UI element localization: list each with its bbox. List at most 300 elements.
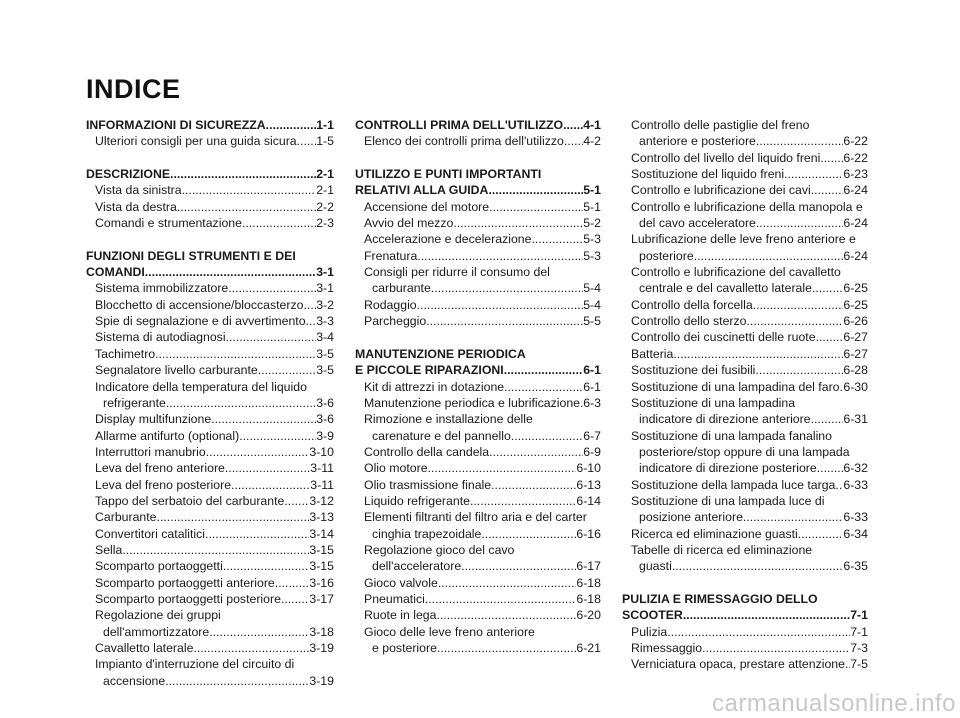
toc-page-number: 6-10	[576, 461, 601, 476]
toc-entry	[86, 460, 334, 476]
toc-entry-line	[622, 493, 868, 509]
toc-page-number: 3-19	[309, 673, 334, 688]
toc-entry	[355, 231, 601, 247]
toc-entry-title: posizione anteriore	[639, 510, 743, 525]
dot-leader	[817, 460, 844, 476]
toc-entry	[622, 624, 868, 640]
toc-entry	[622, 297, 868, 313]
toc-entry	[355, 199, 601, 215]
toc-column-3	[622, 117, 868, 673]
toc-page-number: 3-15	[309, 542, 334, 557]
toc-entry	[622, 166, 868, 182]
toc-section-heading	[622, 591, 868, 607]
toc-page-number: 3-11	[310, 461, 334, 476]
toc-entry-title: SCOOTER	[622, 608, 683, 623]
toc-entry	[86, 509, 334, 525]
toc-entry	[355, 280, 601, 296]
toc-entry	[622, 477, 868, 493]
dot-leader	[228, 280, 316, 296]
toc-entry-title: Sostituzione dei fusibili	[631, 363, 756, 378]
toc-entry-title: Pneumatici	[364, 591, 425, 606]
toc-entry-title: dell'ammortizzatore	[103, 624, 210, 639]
toc-page-number: 7-1	[850, 624, 868, 639]
dot-leader	[564, 133, 583, 149]
toc-entry	[622, 411, 868, 427]
toc-page-number: 3-14	[309, 526, 334, 541]
dot-leader	[511, 428, 583, 444]
toc-entry-title: Comandi e strumentazione	[95, 216, 242, 231]
toc-entry-title: RELATIVI ALLA GUIDA	[355, 183, 489, 198]
toc-entry	[622, 313, 868, 329]
toc-page-number: 3-17	[309, 591, 334, 606]
dot-leader	[756, 215, 843, 231]
toc-entry	[86, 133, 334, 149]
toc-page-number: 3-6	[316, 395, 334, 410]
toc-entry-title: carenature e del pannello	[372, 428, 511, 443]
toc-entry-title: Display multifunzione	[95, 412, 212, 427]
dot-leader	[672, 558, 844, 574]
dot-leader	[702, 640, 850, 656]
toc-page-number: 5-3	[583, 232, 601, 247]
toc-page-number: 1-5	[316, 134, 334, 149]
toc-entry-line	[86, 379, 334, 395]
toc-entry-title: Vista da destra	[95, 199, 177, 214]
toc-entry-title: Tachimetro	[95, 346, 156, 361]
toc-page-number: 6-24	[843, 248, 868, 263]
dot-leader	[284, 493, 309, 509]
toc-section-heading	[355, 166, 601, 182]
toc-entry-line	[622, 231, 868, 247]
toc-entry-title: Controllo del livello del liquido freni	[631, 150, 821, 165]
toc-section-entry	[355, 362, 601, 378]
toc-page-number: 6-23	[843, 167, 868, 182]
toc-entry-text: Sostituzione di una lampadina	[631, 395, 796, 410]
toc-entry	[622, 379, 868, 395]
toc-entry-title: Vista da sinistra	[95, 183, 182, 198]
toc-entry-title: Allarme antifurto (optional)	[95, 428, 240, 443]
toc-entry-title: cinghia trapezoidale	[372, 526, 482, 541]
toc-page-number: 3-15	[309, 559, 334, 574]
toc-page-number: 6-22	[843, 150, 868, 165]
toc-entry-title: Accensione del motore	[364, 199, 490, 214]
toc-entry-title: dell'acceleratore	[372, 559, 462, 574]
toc-entry-title: posteriore	[639, 248, 694, 263]
dot-leader	[694, 248, 844, 264]
toc-entry-title: Gioco valvole	[364, 575, 438, 590]
toc-entry	[622, 640, 868, 656]
toc-entry-title: Ulteriori consigli per una guida sicura	[95, 134, 297, 149]
toc-entry-title: Carburante	[95, 510, 157, 525]
toc-page-number: 5-1	[583, 199, 601, 214]
toc-entry-title: anteriore e posteriore	[639, 134, 756, 149]
toc-entry-title: Interruttori manubrio	[95, 444, 206, 459]
toc-entry	[622, 509, 868, 525]
toc-entry-text: Controllo e lubrificazione del cavalletto	[631, 265, 841, 280]
toc-entry-text: FUNZIONI DEGLI STRUMENTI E DEI	[86, 248, 296, 263]
dot-leader	[820, 150, 843, 166]
page-title: INDICE	[86, 74, 181, 104]
toc-entry	[622, 656, 868, 672]
toc-page-number: 6-14	[576, 493, 601, 508]
toc-section-entry	[86, 117, 334, 133]
toc-entry-title: E PICCOLE RIPARAZIONI	[355, 363, 504, 378]
toc-entry	[355, 591, 601, 607]
toc-entry-title: Avvio del mezzo	[364, 216, 454, 231]
toc-entry-title: Elenco dei controlli prima dell'utilizzo	[364, 134, 564, 149]
toc-page-number: 6-20	[576, 608, 601, 623]
toc-page-number: 6-1	[583, 379, 601, 394]
dot-leader	[431, 280, 583, 296]
toc-page-number: 6-34	[843, 526, 868, 541]
dot-leader	[436, 607, 576, 623]
toc-entry-title: Kit di attrezzi in dotazione	[364, 379, 505, 394]
toc-entry-line	[355, 542, 601, 558]
toc-entry-title: Tappo del serbatoio del carburante	[95, 493, 285, 508]
toc-entry	[86, 297, 334, 313]
dot-leader	[281, 591, 309, 607]
toc-page-number: 2-1	[316, 183, 334, 198]
toc-page-number: 6-17	[576, 559, 601, 574]
dot-leader	[242, 215, 316, 231]
toc-page-number: 3-19	[309, 641, 334, 655]
toc-page-number: 6-3	[583, 395, 601, 410]
toc-section-entry	[86, 264, 334, 280]
dot-leader	[225, 460, 310, 476]
toc-entry-title: Liquido refrigerante	[364, 493, 470, 508]
toc-section-heading	[86, 248, 334, 264]
toc-entry-title: Rodaggio	[364, 297, 417, 312]
dot-leader	[683, 607, 850, 623]
dot-leader	[157, 509, 310, 525]
dot-leader	[211, 411, 316, 427]
dot-leader	[756, 133, 843, 149]
toc-entry	[86, 411, 334, 427]
dot-leader	[747, 313, 844, 329]
dot-leader	[667, 624, 850, 640]
toc-entry	[355, 558, 601, 574]
toc-entry	[86, 673, 334, 689]
toc-page-number: 4-1	[583, 118, 601, 132]
toc-page-number: 1-1	[316, 118, 334, 132]
toc-entry-text: Impianto d'interruzione del circuito di	[95, 657, 295, 672]
toc-entry-title: Ruote in lega	[364, 608, 437, 623]
toc-page-number: 6-28	[843, 363, 868, 378]
dot-leader	[784, 166, 843, 182]
toc-entry-title: Verniciatura opaca, prestare attenzione	[631, 657, 845, 672]
toc-entry-title: Sostituzione di una lampadina del faro	[631, 379, 840, 394]
toc-page-number: 6-22	[843, 134, 868, 149]
dot-leader	[470, 493, 576, 509]
toc-page-number: 6-18	[576, 591, 601, 606]
toc-entry-title: refrigerante	[103, 395, 166, 410]
toc-section-entry	[355, 182, 601, 198]
dot-leader	[811, 411, 844, 427]
toc-page-number: 3-10	[309, 444, 334, 459]
toc-entry	[86, 526, 334, 542]
toc-page-number: 6-30	[843, 379, 868, 394]
toc-page-number: 2-1	[316, 167, 334, 182]
toc-entry-text: PULIZIA E RIMESSAGGIO DELLO	[622, 591, 818, 606]
toc-entry-title: Frenatura	[364, 248, 418, 263]
dot-leader	[753, 297, 844, 313]
dot-leader	[266, 117, 317, 133]
dot-leader	[306, 313, 317, 329]
toc-entry	[355, 444, 601, 460]
toc-entry	[86, 558, 334, 574]
dot-leader	[166, 395, 316, 411]
dot-leader	[425, 591, 577, 607]
toc-entry	[86, 215, 334, 231]
dot-leader	[798, 526, 844, 542]
toc-page-number: 3-11	[310, 477, 334, 492]
toc-entry	[355, 133, 601, 149]
toc-entry-title: centrale e del cavalletto laterale	[639, 281, 812, 296]
dot-leader	[835, 477, 843, 493]
toc-entry-title: COMANDI	[86, 265, 145, 280]
toc-entry-text: Rimozione e installazione delle	[364, 412, 533, 427]
toc-entry	[86, 591, 334, 607]
spacer	[86, 231, 334, 247]
dot-leader	[193, 640, 309, 656]
toc-entry-title: Accelerazione e decelerazione	[364, 232, 532, 247]
toc-entry-line	[86, 656, 334, 672]
toc-entry	[86, 280, 334, 296]
dot-leader	[489, 444, 583, 460]
toc-entry-title: Scomparto portaoggetti posteriore	[95, 591, 281, 606]
toc-entry	[622, 182, 868, 198]
toc-entry	[355, 215, 601, 231]
spacer	[355, 150, 601, 166]
dot-leader	[145, 264, 316, 280]
toc-page-number: 6-33	[843, 477, 868, 492]
dot-leader	[453, 215, 583, 231]
dot-leader	[491, 477, 576, 493]
toc-entry-title: Parcheggio	[364, 314, 427, 329]
toc-page-number: 6-13	[576, 477, 601, 492]
toc-entry	[622, 280, 868, 296]
toc-page-number: 6-21	[576, 641, 601, 655]
dot-leader	[303, 297, 316, 313]
toc-entry-title: CONTROLLI PRIMA DELL'UTILIZZO	[355, 118, 564, 132]
toc-entry-text: Consigli per ridurre il consumo del	[364, 265, 550, 280]
toc-page-number: 3-13	[309, 510, 334, 525]
dot-leader	[504, 379, 583, 395]
watermark: carmanualsonline.info	[712, 690, 956, 717]
toc-page-number: 6-32	[843, 461, 868, 476]
toc-entry	[86, 575, 334, 591]
toc-entry-title: Leva del freno posteriore	[95, 477, 232, 492]
toc-page-number: 3-5	[316, 363, 334, 378]
toc-entry-line	[355, 411, 601, 427]
dot-leader	[165, 673, 309, 689]
dot-leader	[170, 166, 316, 182]
toc-page-number: 6-24	[843, 183, 868, 198]
toc-entry-line	[622, 264, 868, 280]
toc-entry-line	[355, 624, 601, 640]
toc-entry-title: guasti	[639, 559, 672, 574]
toc-entry-text: MANUTENZIONE PERIODICA	[355, 346, 526, 361]
dot-leader	[811, 182, 844, 198]
toc-entry-line	[622, 542, 868, 558]
toc-entry	[622, 215, 868, 231]
toc-section-entry	[622, 607, 868, 623]
toc-section-entry	[86, 166, 334, 182]
toc-entry	[355, 248, 601, 264]
toc-entry	[86, 640, 334, 656]
toc-entry-title: DESCRIZIONE	[86, 167, 171, 182]
toc-page-number: 2-2	[316, 199, 334, 214]
dot-leader	[481, 526, 576, 542]
toc-entry-text: Lubrificazione delle leve freno anteriore e	[631, 232, 856, 247]
toc-page-number: 3-18	[309, 624, 334, 639]
toc-entry-title: Spie di segnalazione e di avvertimento	[95, 314, 306, 329]
dot-leader	[428, 460, 577, 476]
toc-column-1	[86, 117, 334, 689]
dot-leader	[563, 117, 583, 133]
toc-page-number: 5-5	[583, 314, 601, 329]
toc-page-number: 5-4	[583, 281, 601, 296]
toc-entry	[622, 526, 868, 542]
toc-page-number: 6-25	[843, 297, 868, 312]
toc-entry-title: Cavalletto laterale	[95, 641, 194, 655]
dot-leader	[438, 575, 577, 591]
toc-page-number: 7-3	[850, 641, 868, 655]
dot-leader	[812, 280, 843, 296]
toc-entry	[86, 477, 334, 493]
dot-leader	[426, 313, 583, 329]
toc-entry	[86, 329, 334, 345]
toc-page-number: 6-9	[583, 444, 601, 459]
dot-leader	[437, 640, 576, 656]
toc-page-number: 6-16	[576, 526, 601, 541]
toc-entry-text: Sostituzione di una lampada fanalino	[631, 428, 832, 443]
toc-page-number: 6-27	[843, 330, 868, 345]
toc-entry-title: del cavo acceleratore	[639, 216, 756, 231]
dot-leader	[155, 346, 316, 362]
toc-entry	[86, 428, 334, 444]
toc-entry-title: Scomparto portaoggetti	[95, 559, 223, 574]
dot-leader	[231, 477, 310, 493]
toc-entry-title: Sostituzione del liquido freni	[631, 167, 785, 182]
toc-page-number: 3-5	[316, 346, 334, 361]
toc-entry-title: indicatore di direzione posteriore	[639, 461, 817, 476]
toc-page-number: 5-2	[583, 216, 601, 231]
toc-page-number: 2-3	[316, 216, 334, 231]
dot-leader	[206, 444, 310, 460]
toc-entry-text: Elementi filtranti del filtro aria e del carter	[364, 510, 587, 525]
toc-entry-line	[355, 509, 601, 525]
toc-entry	[622, 362, 868, 378]
toc-entry-text: UTILIZZO E PUNTI IMPORTANTI	[355, 167, 542, 182]
toc-entry	[355, 395, 601, 411]
toc-entry-title: Controllo e lubrificazione dei cavi	[631, 183, 811, 198]
toc-entry	[86, 182, 334, 198]
toc-entry-title: Scomparto portaoggetti anteriore	[95, 575, 275, 590]
toc-entry-title: Ricerca ed eliminazione guasti	[631, 526, 798, 541]
toc-page-number: 3-6	[316, 412, 334, 427]
toc-page-number: 6-7	[583, 428, 601, 443]
toc-entry	[622, 558, 868, 574]
toc-entry	[86, 346, 334, 362]
toc-entry-title: Controllo dello sterzo	[631, 314, 747, 329]
dot-leader	[531, 231, 583, 247]
toc-entry-title: Leva del freno anteriore	[95, 461, 225, 476]
toc-entry	[622, 133, 868, 149]
toc-entry	[86, 362, 334, 378]
toc-entry-title: Rimessaggio	[631, 641, 703, 655]
dot-leader	[504, 362, 584, 378]
toc-page-number: 6-31	[843, 412, 868, 427]
dot-leader	[209, 624, 309, 640]
toc-entry	[355, 460, 601, 476]
toc-page-number: 3-2	[316, 297, 334, 312]
dot-leader	[417, 297, 584, 313]
dot-leader	[182, 182, 317, 198]
toc-entry-text: posteriore/stop oppure di una lampada	[639, 444, 850, 459]
toc-entry-title: Sistema immobilizzatore	[95, 281, 229, 296]
toc-page-number: 7-5	[850, 657, 868, 672]
toc-entry-title: accensione	[103, 673, 166, 688]
toc-entry-title: Segnalatore livello carburante	[95, 363, 258, 378]
dot-leader	[488, 182, 583, 198]
toc-entry-title: Pulizia	[631, 624, 668, 639]
dot-leader	[297, 133, 317, 149]
toc-entry-title: carburante	[372, 281, 431, 296]
toc-entry	[355, 575, 601, 591]
toc-entry	[355, 379, 601, 395]
toc-entry-title: Controllo dei cuscinetti delle ruote	[631, 330, 816, 345]
toc-entry-line	[355, 264, 601, 280]
toc-entry	[355, 428, 601, 444]
toc-entry-line	[622, 444, 868, 460]
toc-entry	[355, 297, 601, 313]
dot-leader	[177, 199, 316, 215]
toc-entry-title: Convertitori catalitici	[95, 526, 206, 541]
toc-entry-text: Sostituzione di una lampada luce di	[631, 493, 825, 508]
dot-leader	[417, 248, 583, 264]
toc-entry-title: Sistema di autodiagnosi	[95, 330, 226, 345]
toc-entry-text: Regolazione gioco del cavo	[364, 542, 515, 557]
toc-section-entry	[355, 117, 601, 133]
toc-page-number: 6-26	[843, 314, 868, 329]
toc-section-heading	[355, 346, 601, 362]
toc-entry-title: e posteriore	[372, 641, 437, 655]
spacer	[86, 150, 334, 166]
dot-leader	[816, 329, 844, 345]
toc-page-number: 3-1	[316, 265, 334, 280]
toc-page-number: 3-16	[309, 575, 334, 590]
toc-entry	[355, 607, 601, 623]
toc-entry	[86, 313, 334, 329]
toc-entry-text: Indicatore della temperatura del liquido	[95, 379, 307, 394]
dot-leader	[673, 346, 843, 362]
toc-page-number: 5-1	[583, 183, 601, 198]
toc-entry-title: Blocchetto di accensione/bloccasterzo	[95, 297, 304, 312]
toc-page-number: 5-4	[583, 297, 601, 312]
toc-entry-text: Regolazione dei gruppi	[95, 608, 221, 623]
toc-entry-title: Controllo della candela	[364, 444, 490, 459]
toc-entry-title: Olio motore	[364, 461, 428, 476]
toc-page-number: 6-25	[843, 281, 868, 296]
toc-page-number: 3-4	[316, 330, 334, 345]
toc-entry	[86, 444, 334, 460]
toc-entry	[86, 542, 334, 558]
toc-page-number: 7-1	[850, 608, 868, 623]
toc-page-number: 5-3	[583, 248, 601, 263]
toc-entry-title: Manutenzione periodica e lubrificazione	[364, 395, 581, 410]
toc-page-number: 3-1	[316, 281, 334, 296]
dot-leader	[275, 575, 310, 591]
